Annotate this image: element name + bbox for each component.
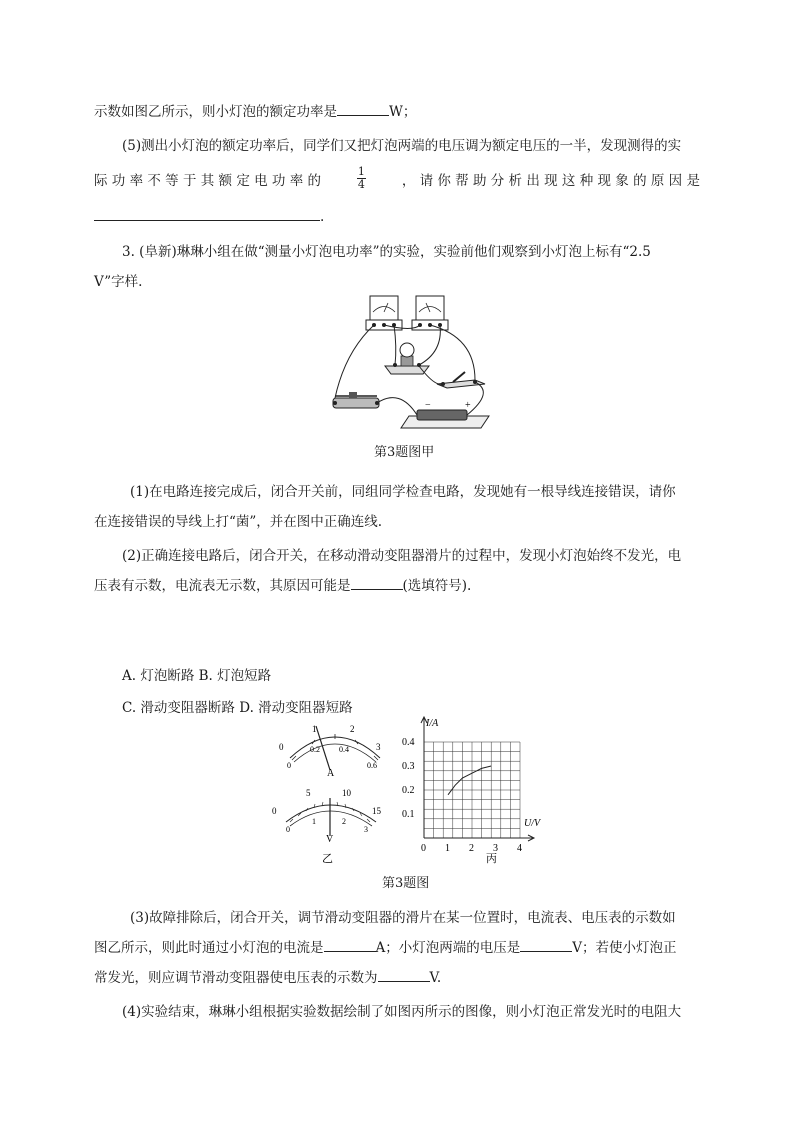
fraction-denominator: 4 — [357, 178, 365, 191]
chart-axes — [421, 717, 534, 841]
fig1-caption: 第3题图甲 — [374, 445, 435, 460]
ammeter-letter: A — [327, 768, 335, 779]
options-line1: A. 灯泡断路 B. 灯泡短路 — [122, 668, 272, 684]
p2-line1: (2)正确连接电路后，闭合开关，在移动滑动变阻器滑片的过程中，发现小灯泡始终不发光，电 — [122, 548, 682, 564]
answer-blank[interactable] — [378, 967, 430, 982]
p5-line1: (5)测出小灯泡的额定功率后，同学们又把灯泡两端的电压调为额定电压的一半，发现测得的实 — [122, 138, 682, 154]
p2-line2 — [94, 574, 471, 594]
p3-text-b: A；小灯泡两端的电压是 — [375, 940, 521, 956]
options-line2: C. 滑动变阻器断路 D. 滑动变阻器短路 — [122, 700, 353, 716]
chart-ticks — [402, 737, 522, 854]
ammeter-tick-0: 0 — [287, 761, 291, 770]
chart-xlabel: U/V — [524, 818, 541, 829]
unit-text: W； — [389, 104, 417, 120]
svg-text:+: + — [465, 400, 471, 411]
ammeter-tick-1: 1 — [312, 724, 317, 734]
ammeter-tick-3: 3 — [376, 742, 381, 752]
meter-right-icon — [412, 296, 448, 330]
bulb-icon — [385, 343, 429, 374]
voltmeter-tick-5: 5 — [306, 788, 311, 798]
x-tick-label: 0 — [421, 843, 426, 854]
ammeter-tick-0-outer: 0 — [279, 742, 284, 752]
fraction-numerator: 1 — [357, 165, 365, 178]
y-tick-label: 0.1 — [402, 809, 415, 820]
fig-bing-label: 丙 — [486, 853, 497, 865]
battery-icon — [401, 400, 489, 428]
voltmeter-tick-0-outer: 0 — [272, 806, 277, 816]
switch-icon — [437, 372, 485, 388]
answer-blank[interactable] — [94, 206, 320, 221]
ammeter-dial — [279, 724, 381, 779]
voltmeter-letter: V — [326, 834, 334, 845]
prev-q-text: 示数如图乙所示，则小灯泡的额定功率是 — [94, 104, 337, 120]
p4-line1: (4)实验结束，琳琳小组根据实验数据绘制了如图丙所示的图像，则小灯泡正常发光时的电阻大 — [122, 1004, 682, 1020]
y-tick-label: 0.3 — [402, 761, 415, 772]
y-tick-label: 0.4 — [402, 737, 415, 748]
meters-figure — [272, 718, 400, 868]
p3-text-e: V. — [429, 970, 442, 986]
voltmeter-tick-0: 0 — [286, 825, 290, 834]
p3-text-d: 常发光，则应调节滑动变阻器使电压表的示数为 — [94, 970, 378, 986]
p1-line2: 在连接错误的导线上打“菌”，并在图中正确连线. — [94, 514, 383, 530]
chart-ylabel: I/A — [426, 718, 439, 729]
voltmeter-tick-15: 15 — [372, 806, 381, 816]
q3-intro-line2: V”字样. — [94, 274, 143, 290]
period: . — [320, 209, 325, 225]
y-tick-label: 0.2 — [402, 785, 415, 796]
x-tick-label: 1 — [445, 843, 450, 854]
ammeter-tick-0.6: 0.6 — [367, 761, 377, 770]
x-tick-label: 2 — [469, 843, 474, 854]
voltmeter-tick-2: 2 — [342, 817, 346, 826]
fraction — [357, 166, 366, 191]
p2-text-after: (选填符号). — [402, 578, 472, 594]
fig2-caption: 第3题图 — [382, 876, 430, 891]
chart-grid — [424, 742, 520, 838]
svg-text:−: − — [425, 400, 431, 411]
x-tick-label: 3 — [493, 843, 498, 854]
p5-line2 — [94, 166, 700, 191]
p5-text-after: ， 请 你 帮 助 分 析 出 现 这 种 现 象 的 原 因 是 — [401, 172, 700, 189]
p2-text-before: 压表有示数，电流表无示数，其原因可能是 — [94, 578, 351, 594]
voltmeter-tick-3: 3 — [364, 825, 368, 834]
answer-blank[interactable] — [520, 937, 572, 952]
answer-blank[interactable] — [324, 937, 376, 952]
x-tick-label: 4 — [517, 843, 522, 854]
rheostat-icon — [333, 392, 379, 408]
p3-line3 — [94, 966, 441, 986]
p5-text-before: 际 功 率 不 等 于 其 额 定 电 功 率 的 — [94, 172, 321, 189]
voltmeter-dial — [272, 788, 382, 845]
circuit-figure — [325, 292, 497, 434]
p3-line1: (3)故障排除后，闭合开关，调节滑动变阻器的滑片在某一位置时，电流表、电压表的示数如 — [130, 910, 676, 926]
p5-line3 — [94, 206, 324, 225]
fig-yi-label: 乙 — [322, 853, 333, 865]
q3-intro-line1: 3. (阜新)琳琳小组在做“测量小灯泡电功率”的实验，实验前他们观察到小灯泡上标有“2.5 — [122, 244, 651, 260]
iu-graph — [400, 714, 550, 870]
p3-line2 — [94, 936, 677, 956]
p3-text-c: V；若使小灯泡正 — [572, 940, 677, 956]
ammeter-tick-0.2: 0.2 — [310, 745, 320, 754]
prev-q-line1 — [94, 100, 416, 120]
ammeter-tick-2: 2 — [350, 724, 355, 734]
p1-line1: (1)在电路连接完成后，闭合开关前，同组同学检查电路，发现她有一根导线连接错误，请你 — [130, 484, 676, 500]
p3-text-a: 图乙所示，则此时通过小灯泡的电流是 — [94, 940, 324, 956]
meter-left-icon — [366, 296, 402, 330]
answer-blank[interactable] — [337, 101, 389, 116]
answer-blank[interactable] — [351, 575, 403, 590]
ammeter-tick-0.4: 0.4 — [339, 745, 349, 754]
voltmeter-tick-1: 1 — [312, 817, 316, 826]
voltmeter-tick-10: 10 — [342, 788, 351, 798]
